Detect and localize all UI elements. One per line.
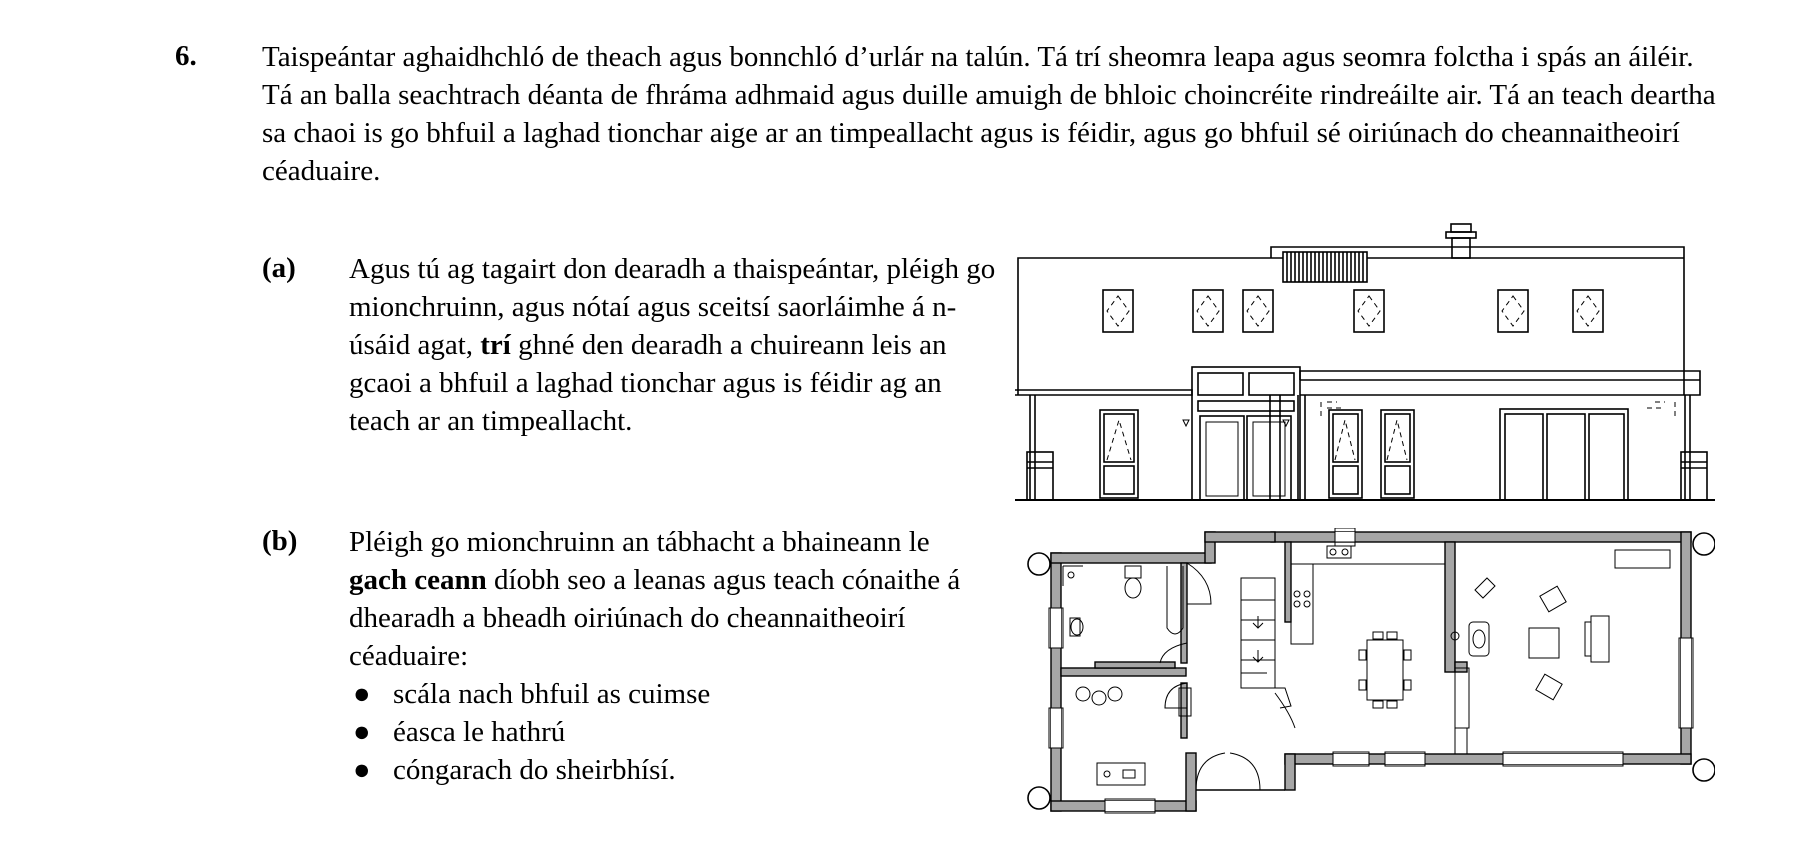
part-b-text-end: díobh seo a leanas agus teach cónaithe á dhearadh a bheadh oiriúnach do cheannaitheoirí céaduaire:	[349, 564, 961, 672]
bathroom-fixtures	[1063, 566, 1183, 636]
bullet-text: cóngarach do sheirbhísí.	[393, 754, 676, 786]
porch-door-right	[1247, 416, 1291, 500]
porch	[1192, 367, 1300, 500]
ground-floor-windows	[1100, 410, 1414, 498]
chimney-cap	[1451, 224, 1471, 232]
bathroom-door-swing	[1187, 563, 1211, 604]
downpipe-circle	[1693, 533, 1715, 555]
part-b-bullet-list	[349, 675, 989, 789]
bullet-dot-icon: ●	[353, 678, 371, 710]
question-number: 6.	[175, 40, 197, 72]
part-b-text	[349, 523, 989, 789]
part-b-letter: (b)	[262, 525, 298, 557]
chimney-top	[1446, 232, 1476, 238]
part-a-text	[349, 250, 1009, 440]
ground-floor-plan	[1015, 528, 1715, 818]
stove	[1469, 622, 1489, 656]
staircase	[1241, 578, 1275, 688]
bullet-dot-icon: ●	[353, 754, 371, 786]
part-a-bold: trí	[480, 329, 511, 361]
dining-table	[1367, 640, 1403, 700]
chimney-stack	[1452, 238, 1470, 258]
lower-roof-line	[1018, 258, 1271, 395]
kitchen-worktop	[1291, 542, 1445, 564]
house-front-elevation	[1015, 212, 1715, 510]
downpipe-circle	[1028, 553, 1050, 575]
bullet-item	[349, 675, 989, 713]
floor-plan-walls	[1051, 532, 1691, 811]
bin-left	[1027, 452, 1053, 500]
downpipe-circle	[1693, 759, 1715, 781]
part-a-letter: (a)	[262, 252, 296, 284]
eaves-left	[1015, 390, 1192, 395]
patio-doors	[1500, 409, 1628, 500]
front-door-swing	[1196, 753, 1260, 790]
bullet-text: éasca le hathrú	[393, 716, 566, 748]
part-b-bold: gach ceann	[349, 564, 487, 596]
question-intro: Taispeántar aghaidhchló de theach agus bonnchló d’urlár na talún. Tá trí sheomra leapa agus seomra folctha i spás an áiléir. Tá an balla seachtrach déanta de fhráma adhmaid agus duille amuigh de bhloic choincréite rindreáilte air. Tá an teach deartha sa chaoi is go bhfuil a laghad tionchar aige ar an timpeallacht agus is féidir, agus go bhfuil sé oiriúnach do cheannaitheoirí céaduaire.	[262, 41, 1716, 187]
eaves-right	[1300, 371, 1700, 395]
bullet-item	[349, 713, 989, 751]
porch-door-left	[1200, 416, 1244, 500]
bullet-item	[349, 751, 989, 789]
bullet-dot-icon: ●	[353, 716, 371, 748]
part-a-text-start: Agus tú ag tagairt don dearadh a thaispeántar, pléigh go mionchruinn, agus nótaí agus sceitsí saorláimhe á n-úsáid agat,	[349, 253, 996, 361]
bullet-text: scála nach bhfuil as cuimse	[393, 678, 711, 710]
roof-windows	[1103, 290, 1603, 332]
living-room-furniture	[1475, 550, 1670, 700]
part-a-text-end: ghné den dearadh a chuireann leis an gcaoi a bhfuil a laghad tionchar agus is féidir ag an teach ar an timpeallacht.	[349, 329, 947, 437]
downpipe-circle	[1028, 787, 1050, 809]
part-b-text-start: Pléigh go mionchruinn an tábhacht a bhaineann le	[349, 526, 930, 558]
